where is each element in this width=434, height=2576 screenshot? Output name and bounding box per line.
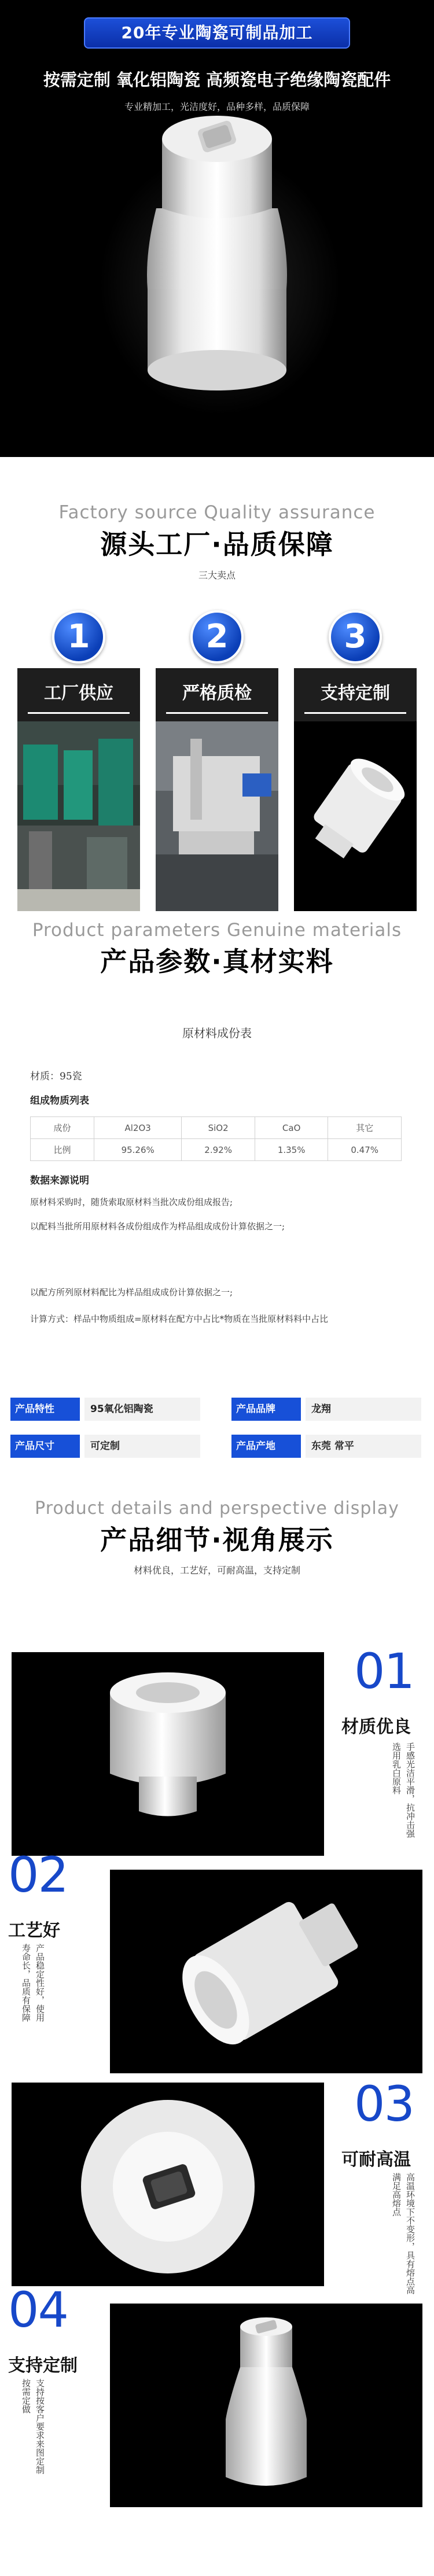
table-cell: 2.92% bbox=[182, 1139, 255, 1161]
details-en-title: Product details and perspective display bbox=[35, 1498, 399, 1519]
detail-number: 04 bbox=[8, 2282, 68, 2338]
feature-label: 支持定制 bbox=[321, 683, 390, 703]
detail-desc: 支持按客户要求来图定制 bbox=[35, 2379, 45, 2474]
source-line: 原材料采购时，随货索取原材料当批次成份组成报告; bbox=[30, 1197, 233, 1207]
detail-title: 材质优良 bbox=[341, 1717, 411, 1737]
detail-desc: 寿命长，品质有保障 bbox=[21, 1944, 31, 2022]
detail-image-1 bbox=[12, 1652, 324, 1856]
spec-value: 东莞 常平 bbox=[306, 1435, 421, 1458]
table-cell: 其它 bbox=[328, 1117, 402, 1139]
factory-subtitle: 三大卖点 bbox=[198, 570, 236, 581]
spec-key: 产品尺寸 bbox=[10, 1435, 80, 1458]
source-line: 以配料当批所用原材料各成份组成作为样品组成成份计算依据之一; bbox=[30, 1221, 285, 1232]
detail-desc: 满足高熔点 bbox=[391, 2173, 402, 2216]
factory-photo bbox=[17, 721, 140, 911]
material-table-title: 原材料成份表 bbox=[182, 1026, 252, 1040]
composition-table bbox=[30, 1116, 402, 1161]
hero-section bbox=[0, 0, 434, 457]
feature-divider bbox=[28, 712, 130, 714]
spec-value: 95氧化铝陶瓷 bbox=[84, 1398, 200, 1421]
inspection-photo bbox=[156, 721, 278, 911]
table-cell: 1.35% bbox=[255, 1139, 328, 1161]
params-en-title: Product parameters Genuine materials bbox=[32, 920, 402, 941]
table-cell: Al2O3 bbox=[94, 1117, 182, 1139]
spec-value: 可定制 bbox=[84, 1435, 200, 1458]
source-line: 以配方所列原材料配比为样品组成成份计算依据之一; bbox=[30, 1287, 233, 1298]
material-text: 材质：95瓷 bbox=[30, 1071, 82, 1082]
feature-card bbox=[156, 668, 278, 911]
hero-subtitle: 专业精加工，光洁度好，品种多样，品质保障 bbox=[124, 101, 310, 112]
feature-number-badge: 3 bbox=[329, 610, 382, 664]
table-cell: 比例 bbox=[31, 1139, 94, 1161]
source-line: 计算方式：样品中物质组成=原材料在配方中占比*物质在当批原材料料中占比 bbox=[30, 1314, 329, 1324]
feature-custom bbox=[294, 610, 417, 911]
hero-title: 按需定制 氧化铝陶瓷 高频瓷电子绝缘陶瓷配件 bbox=[43, 70, 391, 90]
feature-factory-supply bbox=[17, 610, 140, 911]
spec-key: 产品品牌 bbox=[231, 1398, 301, 1421]
feature-label: 工厂供应 bbox=[44, 683, 113, 703]
table-row bbox=[31, 1117, 402, 1139]
custom-part-photo bbox=[294, 721, 417, 911]
spec-key: 产品产地 bbox=[231, 1435, 301, 1458]
details-cn-title: 产品细节·视角展示 bbox=[100, 1524, 334, 1556]
detail-title: 支持定制 bbox=[8, 2356, 78, 2376]
params-cn-title: 产品参数·真材实料 bbox=[100, 946, 334, 977]
feature-card bbox=[294, 668, 417, 911]
factory-cn-title: 源头工厂·品质保障 bbox=[100, 529, 334, 560]
composition-list-title: 组成物质列表 bbox=[30, 1095, 89, 1107]
table-row bbox=[31, 1139, 402, 1161]
feature-divider bbox=[304, 712, 406, 714]
feature-quality-check bbox=[156, 610, 278, 911]
hero-product-image bbox=[0, 0, 434, 457]
spec-key: 产品特性 bbox=[10, 1398, 80, 1421]
spec-value: 龙翔 bbox=[306, 1398, 421, 1421]
table-cell: 0.47% bbox=[328, 1139, 402, 1161]
table-cell: CaO bbox=[255, 1117, 328, 1139]
table-cell: SiO2 bbox=[182, 1117, 255, 1139]
feature-number-badge: 1 bbox=[52, 610, 105, 664]
source-title: 数据来源说明 bbox=[30, 1175, 89, 1186]
factory-en-title: Factory source Quality assurance bbox=[58, 502, 376, 523]
detail-desc: 高温环境下不变形，具有熔点高 bbox=[405, 2173, 415, 2294]
detail-desc: 选用乳白原料 bbox=[391, 1742, 402, 1794]
feature-label: 严格质检 bbox=[182, 683, 252, 703]
detail-number: 02 bbox=[8, 1847, 68, 1903]
detail-title: 工艺好 bbox=[8, 1921, 60, 1941]
table-cell: 95.26% bbox=[94, 1139, 182, 1161]
detail-number: 01 bbox=[354, 1643, 414, 1700]
detail-number: 03 bbox=[354, 2076, 414, 2132]
detail-image-4 bbox=[110, 2304, 422, 2507]
detail-desc: 按需定做 bbox=[21, 2379, 31, 2413]
detail-desc: 手感光洁平滑，抗冲击强 bbox=[405, 1742, 415, 1838]
feature-divider bbox=[166, 712, 268, 714]
table-cell: 成份 bbox=[31, 1117, 94, 1139]
detail-image-3 bbox=[12, 2083, 324, 2286]
detail-desc: 产品稳定性好，使用 bbox=[35, 1944, 45, 2022]
feature-card bbox=[17, 668, 140, 911]
detail-title: 可耐高温 bbox=[341, 2150, 411, 2170]
feature-number-badge: 2 bbox=[190, 610, 244, 664]
hero-banner: 20年专业陶瓷可制品加工 bbox=[84, 17, 350, 49]
details-subtitle: 材料优良，工艺好，可耐高温，支持定制 bbox=[133, 1565, 300, 1576]
detail-image-2 bbox=[110, 1870, 422, 2073]
